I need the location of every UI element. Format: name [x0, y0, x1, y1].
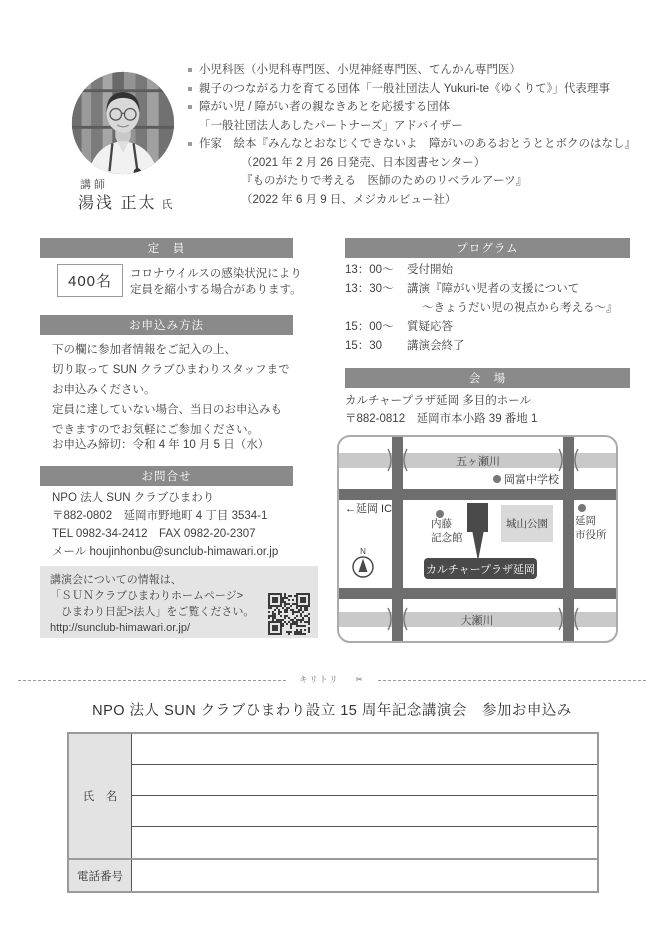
website-info-box: 講演会についての情報は、 「ＳＵＮクラブひまわりホームページ> ひまわり日記>法人」をご覧ください。 http://sunclub-himawari.or.jp/	[40, 566, 318, 638]
bullet-icon	[188, 142, 192, 146]
bullet-icon	[188, 87, 192, 91]
map-label-interchange: ←延岡 IC	[345, 503, 393, 515]
map-dot-cityhall	[578, 504, 586, 512]
cut-line-label: キリトリ ✂	[0, 674, 664, 685]
venue-address: 〒882-0812 延岡市本小路 39 番地 1	[345, 413, 538, 425]
speaker-photo	[70, 70, 176, 176]
section-header-application: お申込み方法	[40, 315, 293, 335]
application-form-table	[67, 732, 599, 893]
section-header-capacity: 定 員	[40, 238, 293, 258]
contact-address: 〒882-0802 延岡市野地町 4 丁目 3534-1	[52, 510, 268, 522]
svg-text:N: N	[360, 547, 366, 556]
application-instructions: 下の欄に参加者情報をご記入の上、 切り取って SUN クラブひまわりスタッフまで お申込みください。 定員に達していない場合、当日のお申込みも できますのでお気軽にご参加ください。	[52, 344, 290, 436]
road-vertical-right	[563, 437, 574, 641]
speaker-honorific: 氏	[161, 199, 174, 211]
map-label-park: 城山公園	[506, 518, 548, 530]
map-label-cityhall-2: 市役所	[575, 529, 607, 541]
capacity-count-box: 400名	[57, 264, 123, 297]
map-label-memorial-1: 内藤	[431, 518, 452, 530]
bullet-icon	[188, 105, 192, 109]
form-name-input-row[interactable]	[132, 765, 597, 796]
map-label-cityhall-1: 延岡	[575, 515, 596, 527]
section-header-venue: 会 場	[345, 368, 630, 388]
map-label-school: 岡富中学校	[504, 474, 559, 486]
road-horizontal-top	[339, 489, 616, 500]
contact-tel-fax: TEL 0982-34-2412 FAX 0982-20-2307	[52, 528, 256, 540]
section-header-contact: お問合せ	[40, 466, 293, 486]
contact-org: NPO 法人 SUN クラブひまわり	[52, 492, 215, 504]
speaker-credentials	[188, 61, 654, 209]
scissors-icon: ✂	[350, 675, 371, 684]
map-label-memorial-2: 記念館	[431, 532, 463, 544]
application-deadline: お申込み締切：令和 4 年 10 月 5 日（水）	[52, 439, 270, 451]
bullet-icon	[188, 68, 192, 72]
program-item: 13：30～ 講演『障がい児者の支援について	[345, 283, 580, 295]
map-venue-label: カルチャープラザ延岡	[425, 564, 536, 576]
venue-name: カルチャープラザ延岡 多目的ホール	[345, 395, 532, 407]
form-name-input-row[interactable]	[132, 796, 597, 827]
speaker-name: 湯浅 正太 氏	[78, 195, 174, 212]
map-venue-building	[467, 503, 488, 532]
form-name-input-row[interactable]	[132, 827, 597, 858]
capacity-note: コロナウイルスの感染状況により 定員を縮小する場合があります。	[130, 268, 302, 296]
speaker-role-label: 講師	[80, 179, 108, 191]
qr-code	[268, 593, 310, 635]
contact-info	[52, 489, 278, 561]
form-title: NPO 法人 SUN クラブひまわり設立 15 周年記念講演会 参加お申込み	[92, 703, 572, 719]
contact-email: メール houjinhonbu@sunclub-himawari.or.jp	[52, 546, 279, 558]
list-item: 障がい児 / 障がい者の親なきあとを応援する団体 「一般社団法人あしたパートナーズ」アドバイザー	[188, 98, 654, 135]
list-item: 小児科医（小児科専門医、小児神経専門医、てんかん専門医）	[188, 61, 654, 80]
form-name-label: 氏 名	[69, 734, 132, 858]
program-item-continuation: ～きょうだい児の視点から考える～』	[422, 302, 618, 314]
form-name-input-row[interactable]	[132, 734, 597, 765]
road-vertical-left	[392, 437, 403, 641]
program-item: 13：00～ 受付開始	[345, 264, 453, 276]
section-header-program: プログラム	[345, 238, 630, 258]
list-item: 作家 絵本『みんなとおなじくできないよ 障がいのあるおとうととボクのはなし』 （2021 年 2 月 26 日発売、日本図書センター） 『ものがたりで考える 医師のためのリベラルアーツ』 （2022 年 6 月 9 日、メジカルビュー社）	[188, 135, 654, 209]
venue-map	[337, 435, 618, 643]
map-label-river-top: 五ヶ瀬川	[456, 456, 500, 468]
program-schedule	[345, 261, 645, 356]
form-phone-label: 電話番号	[69, 860, 132, 891]
list-item: 親子のつながる力を育てる団体「一般社団法人 Yukuri-te《ゆくりて》」代表理事	[188, 80, 654, 99]
map-dot-school	[493, 475, 501, 483]
program-item: 15：00～ 質疑応答	[345, 321, 453, 333]
map-label-river-bottom: 大瀬川	[460, 615, 494, 627]
road-horizontal-bottom	[339, 588, 616, 599]
venue-info	[345, 392, 537, 428]
website-url: http://sunclub-himawari.or.jp/	[50, 622, 191, 634]
map-dot-memorial	[436, 510, 444, 518]
form-phone-input-row[interactable]	[132, 860, 597, 891]
program-item: 15：30 講演会終了	[345, 340, 465, 352]
